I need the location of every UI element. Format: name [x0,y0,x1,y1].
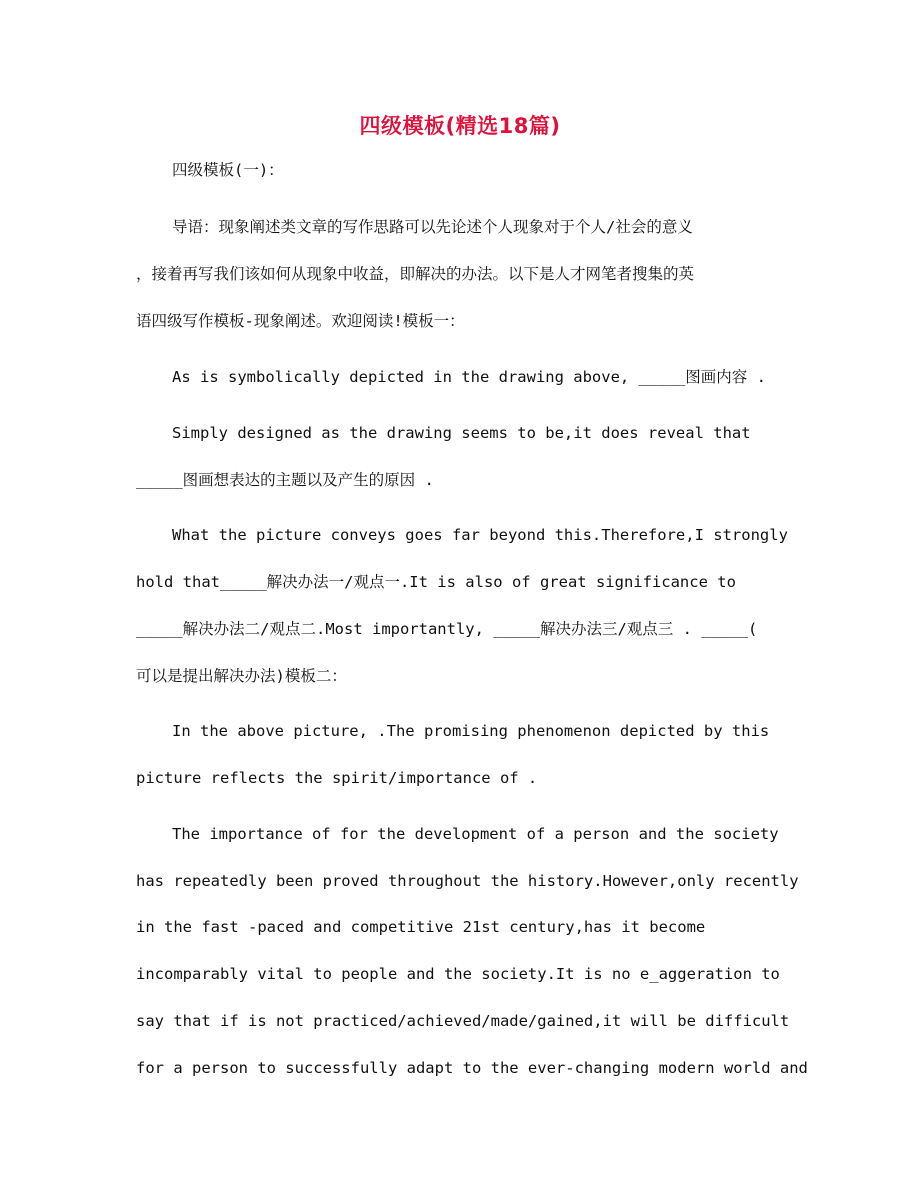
paragraph-template2-line-8: for a person to successfully adapt to the ever-changing modern world and [136,1059,808,1077]
document-title: 四级模板(精选18篇) [359,114,561,138]
paragraph-template2-line-7: say that if is not practiced/achieved/made/gained,it will be difficult [136,1012,790,1030]
paragraph-template2-line-4: has repeatedly been proved throughout the history.However,only recently [136,872,799,890]
paragraph-template2-line-2: picture reflects the spirit/importance of . [136,769,538,787]
paragraph-template1-line-3: _____图画想表达的主题以及产生的原因 . [136,471,434,489]
paragraph-template2-line-6: incomparably vital to people and the society.It is no e_aggeration to [136,965,780,983]
paragraph-intro-line-3: 语四级写作模板-现象阐述。欢迎阅读!模板一： [136,312,465,330]
paragraph-template1-line-2: Simply designed as the drawing seems to be,it does reveal that [172,424,751,442]
paragraph-template1-line-5: hold that_____解决办法一/观点一.It is also of great significance to [136,573,736,591]
paragraph-template1-line-1: As is symbolically depicted in the drawing above, _____图画内容 . [172,368,766,386]
section-heading-template-1: 四级模板(一)： [172,161,284,179]
paragraph-template2-line-5: in the fast -paced and competitive 21st century,has it become [136,918,706,936]
paragraph-template1-line-6: _____解决办法二/观点二.Most importantly, _____解决办法三/观点三 . _____( [136,620,758,638]
paragraph-intro-line-1: 导语：现象阐述类文章的写作思路可以先论述个人现象对于个人/社会的意义 [172,218,693,236]
paragraph-template2-line-1: In the above picture, .The promising phenomenon depicted by this [172,722,770,740]
paragraph-intro-line-2: ，接着再写我们该如何从现象中收益，即解决的办法。以下是人才网笔者搜集的英 [136,265,695,283]
paragraph-template1-line-7: 可以是提出解决办法)模板二： [136,667,347,685]
paragraph-template2-line-3: The importance of for the development of a person and the society [172,825,779,843]
paragraph-template1-line-4: What the picture conveys goes far beyond this.Therefore,I strongly [172,526,788,544]
